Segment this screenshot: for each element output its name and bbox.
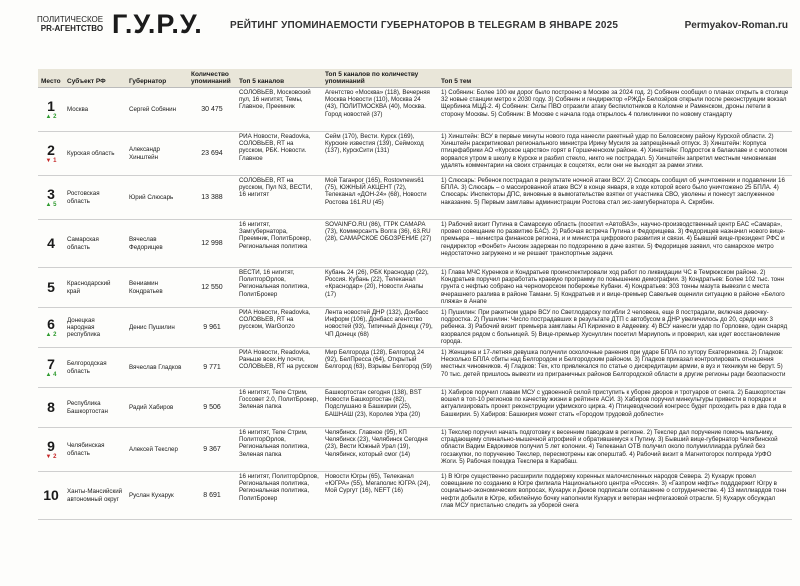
brand-small-line1: ПОЛИТИЧЕСКОЕ [37,15,104,24]
region-cell: Курская область [64,132,126,176]
rating-table [38,69,792,520]
place-number: 3 [47,185,55,202]
channels-cell: 16 нигитят, Замгубернатора, Преемник, ПолитБрокер, Региональная политика [236,220,322,268]
region-cell: Донецкая народная республика [64,308,126,348]
count-cell: 9 961 [188,308,236,348]
place-cell [38,220,64,268]
place-number: 4 [47,235,55,251]
place-change: ▼ 2 [45,453,57,460]
topics-cell: 1) Хабиров поручил главам МСУ с удвоенной силой приступить к уборке дворов и тротуаров от снега. 2) Башкортостан вошел в топ-10 регионов по качеству жизни в рейтинге АСИ. 3) Хабиров поручил минкультуры привести в порядок и актуализировать проект реконструкции уфимского цирка. 4) Птицеводческий конгресс будет проходить раз в два года в Башкирии. 5) Хабиров: Башкирия может стать «Городом трудовой доблести» [438,388,792,428]
topics-cell: 1) Женщина и 17-летняя девушка получили осколочные ранения при ударе БПЛА по хутору Екатериновка. 2) Гладков: Несколько БПЛА сбиты над Белгородом и Белгородским районом. 3) Гладков приказал контролировать отношения местных чиновников. 4) Гладков: Тех, кто привлекался по статье о дискредитации армии, в вуз и техникум не берут. 5) 70 тыс. детей пришлось вывезти из приграничных районов Белгородской области в другие регионы ради безопасности [438,348,792,388]
place-cell [38,348,64,388]
governor-cell: Вячеслав Гладков [126,348,188,388]
place-number: 7 [47,355,55,372]
governor-cell: Вениамин Кондратьев [126,268,188,308]
table-header [38,69,792,88]
table-row [38,428,792,472]
topics-cell: 1) В Югре существенно расширили поддержку коренных малочисленных народов Севера. 2) Кухарук провел совещание по созданию в Югре филиала Национального центра «Россия». 3) «Газпром нефть» подддержит Югру в социально-экономических вопросах, Кухарук и Дюков подписали соглашение о сотрудничестве. 4) 13 миллиардов тонн нефти добыли в Югре, юбилейную бочку наполнили Кухарук и ветеран нефтегазовой отрасли. 5) Кухарук обсуждал глав МСУ пристально следить за уборкой снега [438,472,792,520]
place-number: 5 [47,279,55,295]
place-number: 9 [47,437,55,454]
governor-cell: Сергей Собянин [126,88,188,132]
count-cell: 23 694 [188,132,236,176]
region-cell: Самарская область [64,220,126,268]
table-row [38,268,792,308]
place-change: ▲ 2 [45,331,57,338]
region-cell: Челябинская область [64,428,126,472]
count-cell: 12 998 [188,220,236,268]
channels-cell: 16 нигитят, Теле Стрим, Госсовет 2.0, ПолитБрокер, Зеленая папка [236,388,322,428]
site-url: Permyakov-Roman.ru [684,20,788,31]
channels-count-cell: Кубань 24 (26), РБК Краснодар (22), Россия. Кубань (22), Телеканал «Краснодар» (20), Новости Анапы (17) [322,268,438,308]
header-topics: Топ 5 тем [438,69,792,88]
governor-cell: Юрий Слюсарь [126,176,188,220]
header-region: Субъект РФ [64,69,126,88]
place-cell [38,308,64,348]
channels-count-cell: Мир Белгорода (128), Белгород 24 (92), БелПресса (64), Открытый Белгород (63), Взрывы Белгород (59) [322,348,438,388]
count-cell: 9 506 [188,388,236,428]
place-cell [38,428,64,472]
page-title: РЕЙТИНГ УПОМИНАЕМОСТИ ГУБЕРНАТОРОВ В TELEGRAM В ЯНВАРЕ 2025 [230,20,619,31]
channels-count-cell: Башкортостан сегодня (138), BST Новости Башкортостан (82), Подслушано в Башкирии (25), БАШНАШ (23), Королев Уфа (20) [322,388,438,428]
region-cell: Краснодарский край [64,268,126,308]
channels-cell: РИА Новости, Readovka, СОЛОВЬЕВ, RT на русском, WarGonzo [236,308,322,348]
region-cell: Белгородская область [64,348,126,388]
place-number: 8 [47,399,55,415]
place-number: 10 [43,487,59,503]
governor-cell: Вячеслав Федорищев [126,220,188,268]
topics-cell: 1) Пушилин: При ракетном ударе ВСУ по Светлодарску погибли 2 человека, еще 8 пострадали, включая девочку-подростка. 2) Пушилин: Число пострадавших в результате ДТП с автобусом в ДНР увеличилось до 20, среди них 3 ребенка. 3) Рабочий визит премьера замглавы АП Кириенко в Авдеевку. 4) ВСУ нанесли удар по Горловке, один снаряд взорвался рядом с больницей. 5) Вице-премьер Хуснуллин посетил Мариуполь и проверил, как идет восстановление города. [438,308,792,348]
governor-cell: Денис Пушилин [126,308,188,348]
place-number: 1 [47,97,55,114]
topics-cell: 1) Хинштейн: ВСУ в первые минуты нового года нанесли ракетный удар по Беловскому району Курской области. 2) Хинштейн раскритиковал регионального министра Ирину Мусиля за запрещённый отпуск. 3) Хинштейн: Корпуса птицефабрики АО «Курское царство» горят в Горшеченском районе. 4) Хинштейн: Подросток в балаклаве и с молотком ворвался утром в школу в Курске и разбил стекло, никто не пострадал. 5) Хинштейн запретил местным чиновникам удалять комментарии на своих страницах в соцсетях, если они не выходят за рамки этики. [438,132,792,176]
table-row [38,308,792,348]
place-change: ▲ 5 [45,201,57,208]
channels-cell: 16 нигитят, ПолитгорОрлов, Региональная политика, Региональная политика, ПолитБрокер [236,472,322,520]
channels-count-cell: Мой Таганрог (165), Rostovnews61 (75), ЮЖНЫЙ АКЦЕНТ (72), Телеканал «ДОН-24» (68), Новости Ростова 161.RU (45) [322,176,438,220]
header-channels-count: Топ 5 каналов по количеству упоминаний [322,69,438,88]
place-cell [38,88,64,132]
governor-cell: Алексей Текслер [126,428,188,472]
topics-cell: 1) Текслер поручил начать подготовку к весенним паводкам в регионе. 2) Текслер дал поручение помочь мальчику, страдающему спинально-мышечной атрофией и обратившемуся к Путину. 3) Бывший вице-губернатор Челябинской области Вадим Евдокимов получил 5 лет колонии. 4) Телеканал ОТВ получил около полумиллиарда рублей без госзакупки, по поручению Текслер, пересмотрены как оперштаб. 4) Рабочий визит в Магнитогорск полпреда УрФО Жоги. 5) Рабочая поездка Текслера в Карабаш. [438,428,792,472]
channels-count-cell: Сейм (170), Вести. Курск (169), Курские известия (139), Сеймоход (137), КурскСити (131) [322,132,438,176]
channels-cell: СОЛОВЬЕВ, RT на русском, Пул N3, ВЕСТИ, 16 нигитят [236,176,322,220]
channels-cell: РИА Новости, Readovka, СОЛОВЬЕВ, RT на русском, РБК. Новости. Главное [236,132,322,176]
header-count: Количество упоминаний [188,69,236,88]
table-row [38,348,792,388]
channels-count-cell: Новости Югры (65), Телеканал «ЮГРА» (55), Мегаполис ЮГРА (24), Мой Сургут (16), NEFT (16) [322,472,438,520]
governor-cell: Руслан Кухарук [126,472,188,520]
count-cell: 30 475 [188,88,236,132]
governor-cell: Радий Хабиров [126,388,188,428]
channels-count-cell: SOVAINFO.RU (86), ГТРК САМАРА (73), Коммерсантъ Волга (36), 63.RU (28), САМАРСКОЕ ОБОЗРЕНИЕ (27) [322,220,438,268]
channels-count-cell: Челябинск. Главное (95), КП Челябинск (23), Челябинск Сегодня (23), Вести Южный Урал (19), Челябинск, который смог (14) [322,428,438,472]
region-cell: Ханты-Мансийский автономный округ [64,472,126,520]
header-channels: Топ 5 каналов [236,69,322,88]
count-cell: 12 550 [188,268,236,308]
topics-cell: 1) Глава МЧС Куренков и Кондратьев проинспектировали ход работ по ликвидации ЧС в Темрюкском районе. 2) Кондратьев поручил разработать краевую программу по повышению демографии. 3) Кондратьев: Более 102 тыс. тонн грунта с нефтью собрано на черноморском побережье Кубани. 4) Кондратьев: 303 тонны мазута вывезли с места вчерашнего разлива в районе Тамани. 5) Кондратьев и и вице-премьер Савельев оценили ситуацию в районе «Белого пляжа» в Анапе [438,268,792,308]
topics-cell: 1) Слюсарь: Ребенок пострадал в результате ночной атаки ВСУ. 2) Слюсарь сообщил об уничтожении и подавлении 16 БПЛА. 3) Слюсарь – о массированной атаке ВСУ в конце января, в ходе которой всего было уничтожено 25 БПЛА. 4) Слюсарь: Инспекторы ДПС, виновные в вымогательстве взятки от участника СВО, уволены и понесут заслуженное наказание. 5) Первым замглавы администрации Ростова стал экс-замгубернатора А. Скрябин. [438,176,792,220]
place-change: ▼ 1 [45,157,57,164]
place-cell [38,176,64,220]
region-cell: Республика Башкортостан [64,388,126,428]
table-row [38,388,792,428]
header [0,0,800,42]
topics-cell: 1) Собянин: Более 100 км дорог было построено в Москве за 2024 год. 2) Собянин сообщил о планах открыть в столице 32 новые станции метро к 2030 году. 3) Собянин и гендиректор «РЖД» Белозёров открыли после реконструкции вокзал Щербинка МЦД-2. 4) Собянин: Силы ПВО отразили атаку беспилотников в Коломне и Раменском, дроны летели в сторону Москвы. 5) Собянин: В Москве с начала года открылось 4 поликлиники по новому стандарту [438,88,792,132]
header-governor: Губернатор [126,69,188,88]
place-cell [38,132,64,176]
governor-cell: Александр Хинштейн [126,132,188,176]
count-cell: 9 771 [188,348,236,388]
count-cell: 13 388 [188,176,236,220]
channels-cell: ВЕСТИ, 16 нигитят, ПолитгорОрлов, Региональная политика, ПолитБрокер [236,268,322,308]
channels-count-cell: Агентство «Москва» (118), Вечерняя Москва Новости (110), Москва 24 (43), ПОЛИТМОСКВА (40), Москва. Город новостей (37) [322,88,438,132]
brand-subtitle [37,15,103,33]
place-number: 6 [47,315,55,332]
table-row [38,132,792,176]
topics-cell: 1) Рабочий визит Путина в Самарскую область (посетил «АвтоВАЗ», научно-производственный центр БАС «Самара», провел совещание по развитию БАС). 2) Рабочая встреча Путина и Федорищева. 3) Федорищев назначил нового вице-премьера – министра финансов региона, и и министра цифрового развития и связи. 4) Бывший вице-президент РФС и гендиректор «Фонбет» Анохин задержан по подозрению в даче взятки. 5) Федорищев заявил, что самарское метро недостаточно загружено и не решает транспортные задачи. [438,220,792,268]
brand-logo: Г.У.Р.У. [112,9,203,39]
place-change: ▲ 2 [45,113,57,120]
place-number: 2 [47,141,55,158]
channels-count-cell: Лента новостей ДНР (132), Донбасс Информ (106), Донбасс агентство новостей (93), Типичный Донецк (79), ЧП Донецк (68) [322,308,438,348]
channels-cell: СОЛОВЬЕВ, Московский пул, 16 нигитят, Темы, Главное, Преемник [236,88,322,132]
table-row [38,472,792,520]
channels-cell: 16 нигитят, Теле Стрим, ПолитгорОрлов, Региональная политика, Зеленая папка [236,428,322,472]
table-row [38,176,792,220]
count-cell: 9 367 [188,428,236,472]
channels-cell: РИА Новости, Readovka, Раньше всех.Ну почти, СОЛОВЬЕВ, RT на русском [236,348,322,388]
place-cell [38,472,64,520]
header-place: Место [38,69,64,88]
brand-small-line2: PR-АГЕНТСТВО [40,24,104,33]
table-row [38,220,792,268]
table-row [38,88,792,132]
region-cell: Ростовская область [64,176,126,220]
place-cell [38,388,64,428]
place-change: ▲ 4 [45,371,57,378]
region-cell: Москва [64,88,126,132]
place-cell [38,268,64,308]
count-cell: 8 691 [188,472,236,520]
